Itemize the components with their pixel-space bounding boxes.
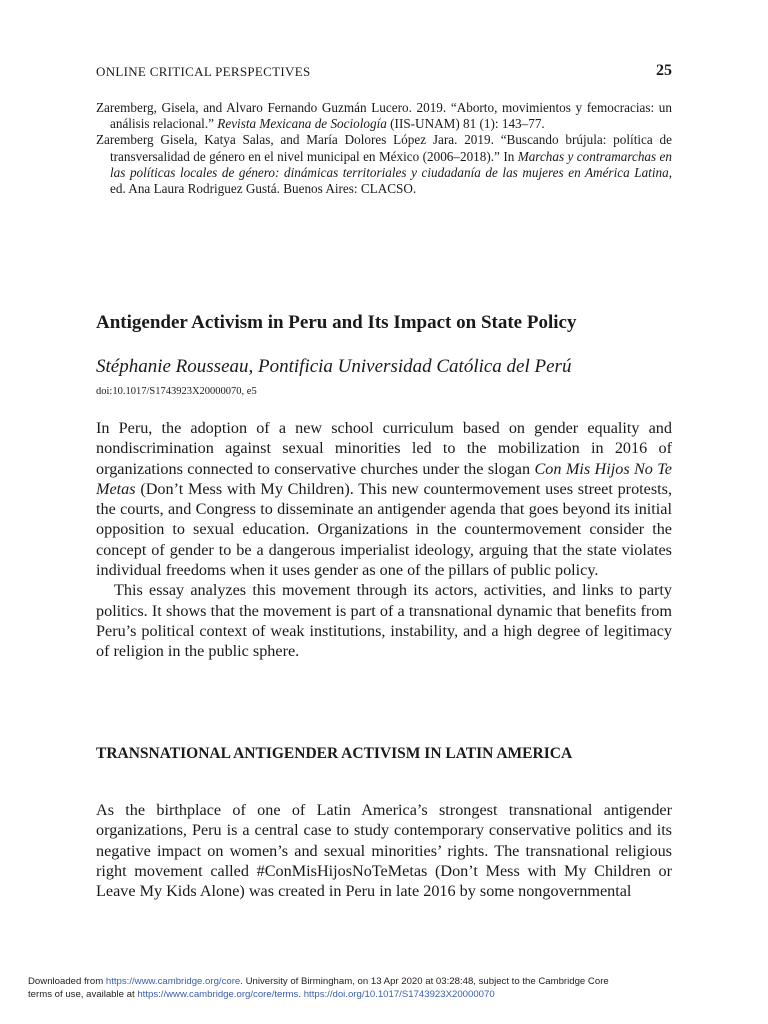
author-line: Stéphanie Rousseau, Pontificia Universidad Católica del Perú: [96, 356, 572, 377]
reference-text: Zaremberg Gisela, Katya Salas, and María Dolores López Jara. 2019. “Buscando brújula: política de transversalidad de género en el nivel municipal en México (2006–2018).” In: [96, 132, 672, 164]
paragraph: As the birthplace of one of Latin America’s strongest transnational antigender organizations, Peru is a central case to study contemporary conservative politics and its negative impact on women’s and sexual minorities’ rights. The transnational religious right movement called #ConMisHijosNoTeMetas (Don’t Mess with My Children or Leave My Kids Alone) was created in Peru in late 2016 by some nongovernmental: [96, 801, 672, 901]
paragraph-text: In Peru, the adoption of a new school curriculum based on gender equality and nondiscrimination against sexual minorities led to the mobilization in 2016 of organizations connected to conservative churches under the slogan: [96, 419, 672, 478]
footer-text: . University of Birmingham, on 13 Apr 2020 at 03:28:48, subject to the Cambridge Core: [240, 976, 609, 987]
cambridge-core-link[interactable]: https://www.cambridge.org/core: [105, 976, 241, 987]
running-title: ONLINE CRITICAL PERSPECTIVES: [96, 64, 311, 79]
slogan: Con Mis Hijos No Te Metas: [96, 459, 672, 498]
terms-link[interactable]: https://www.cambridge.org/core/terms: [137, 988, 299, 1000]
reference-list: [96, 100, 672, 197]
download-footer: [28, 976, 748, 1001]
paragraph-text: (Don’t Mess with My Children). This new countermovement uses street protests, the courts, and Congress to disseminate an antigender agenda that goes beyond its initial opposition to sexual education. Organizations in the countermovement consider the concept of gender to be a dangerous imperialist ideology, arguing that the state violates individual freedoms when it uses gender as one of the pillars of public policy.: [96, 479, 672, 580]
section-body: [96, 800, 672, 901]
reference-text: Zaremberg, Gisela, and Alvaro Fernando Guzmán Lucero. 2019. “Aborto, movimientos y femocracias: un análisis relacional.”: [96, 100, 672, 132]
reference-item: [96, 100, 672, 132]
article-doi: doi:10.1017/S1743923X20000070, e5: [96, 386, 257, 397]
footer-text: terms of use, available at: [28, 988, 138, 1000]
reference-text: , ed. Ana Laura Rodriguez Gustá. Buenos Aires: CLACSO.: [110, 164, 672, 197]
paragraph: This essay analyzes this movement through its actors, activities, and links to party politics. It shows that the movement is part of a transnational dynamic that benefits from Peru’s political context of weak institutions, instability, and a high degree of legitimacy of religion in the public sphere.: [96, 581, 672, 661]
reference-item: [96, 132, 672, 197]
reference-book-title: Marchas y contramarchas en las políticas locales de género: dinámicas territoriales y ciudadanía de las mujeres en América Latina: [110, 148, 673, 180]
reference-journal: Revista Mexicana de Sociología: [217, 116, 387, 132]
article-title: Antigender Activism in Peru and Its Impact on State Policy: [96, 312, 577, 333]
reference-text: (IIS-UNAM) 81 (1): 143–77.: [386, 116, 545, 132]
paragraph: [96, 418, 672, 580]
page-number: 25: [656, 62, 672, 79]
intro-section: [96, 418, 672, 662]
section-heading: TRANSNATIONAL ANTIGENDER ACTIVISM IN LATIN AMERICA: [96, 745, 573, 762]
footer-text: .: [298, 988, 304, 1000]
doi-link[interactable]: https://doi.org/10.1017/S1743923X20000070: [303, 988, 495, 1000]
footer-text: Downloaded from: [28, 976, 106, 987]
